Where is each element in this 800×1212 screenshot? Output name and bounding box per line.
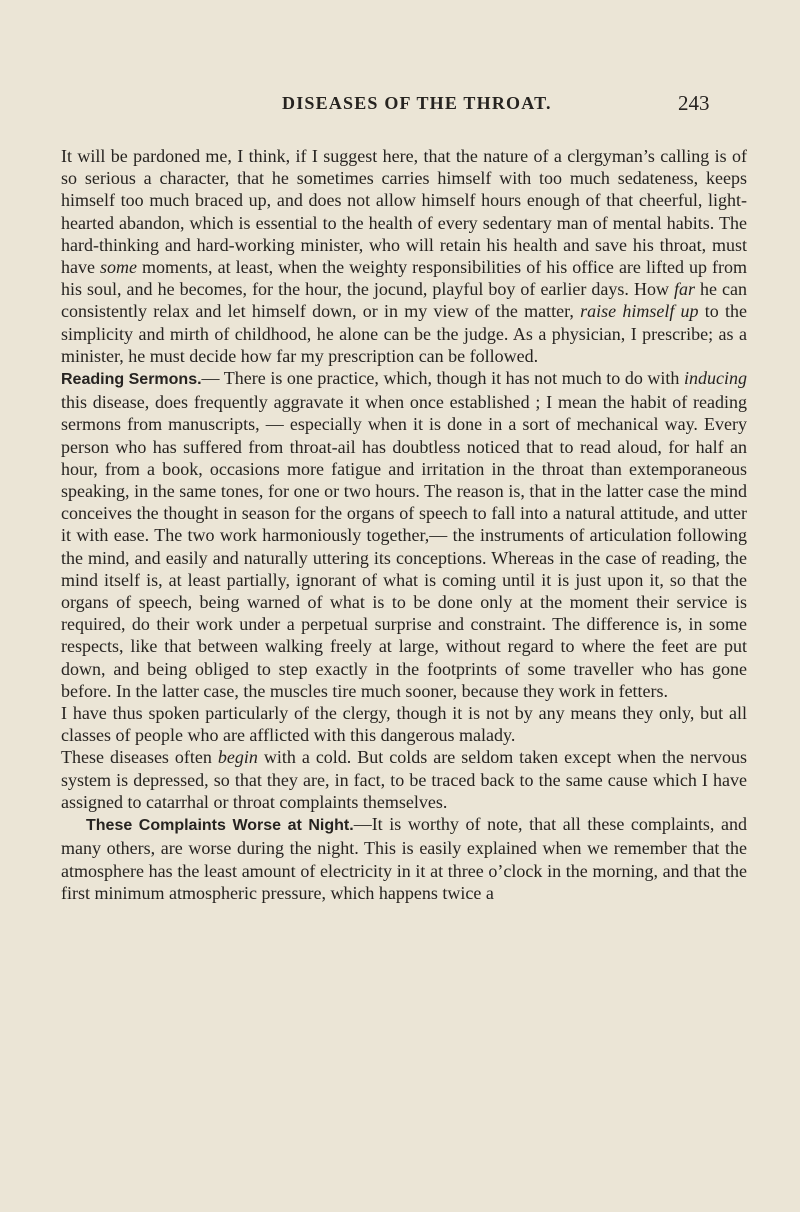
paragraph	[61, 367, 747, 702]
text-run: — There is one practice, which, though it has not much to do with	[201, 368, 684, 389]
running-title: DISEASES OF THE THROAT.	[282, 93, 552, 113]
paragraph	[61, 813, 747, 904]
emphasis-text: raise himself up	[580, 301, 699, 322]
text-run: with a cold. But colds are seldom taken except when the nervous system is depressed, so that they are, in fact, to be traced back to the same cause which I have assigned to catarrhal or throat complaints themselves.	[61, 747, 747, 812]
run-in-heading: Reading Sermons.	[61, 371, 202, 389]
emphasis-text: inducing	[684, 368, 747, 389]
paragraph	[61, 702, 747, 746]
text-run: he can consistently relax and let himself down, or in my view of the matter,	[61, 279, 747, 322]
paragraph	[61, 145, 747, 367]
page-number: 243	[678, 91, 710, 115]
body-text	[61, 145, 747, 904]
text-run: These diseases often	[61, 747, 218, 768]
page-header	[0, 93, 800, 123]
text-run: moments, at least, when the weighty responsibilities of his office are lifted up from his soul, and he becomes, for the hour, the jocund, playful boy of earlier days. How	[61, 257, 747, 300]
text-run: It will be pardoned me, I think, if I suggest here, that the nature of a clergyman’s calling is of so serious a character, that he sometimes carries himself with too much sedateness, keeps himself too much braced up, and does not allow himself hours enough of that cheerful, light-hearted abandon, which is essential to the health of every sedentary man of mental habits. The hard-thinking and hard-working minister, who will retain his health and save his throat, must have	[61, 146, 747, 278]
emphasis-text: far	[673, 279, 695, 300]
emphasis-text: some	[100, 257, 138, 278]
paragraph	[61, 746, 747, 813]
text-run: this disease, does frequently aggravate it when once established ; I mean the habit of reading sermons from manuscripts, — especially when it is done in a sort of mechanical way. Every person who has suffered from throat-ail has doubtless noticed that to read aloud, for half an hour, from a book, occasions more fatigue and irritation in the throat than extemporaneous speaking, in the same tones, for one or two hours. The reason is, that in the latter case the mind conceives the thought in season for the organs of speech to fall into a natural attitude, and utter it with ease. The two work harmoniously together,— the instruments of articulation following the mind, and easily and naturally uttering its conceptions. Whereas in the case of reading, the mind itself is, at least partially, ignorant of what is coming until it is just upon it, so that the organs of speech, being warned of what is to be done only at the moment their service is required, do their work under a perpetual surprise and constraint. The difference is, in some respects, like that between walking freely at large, without regard to where the feet are put down, and being obliged to step exactly in the footprints of some traveller who has gone before. In the latter case, the muscles tire much sooner, because they work in fetters.	[61, 392, 747, 701]
text-run: —It is worthy of note, that all these complaints, and many others, are worse during the night. This is easily explained when we remember that the atmosphere has the least amount of electricity in it at three o’clock in the morning, and that the first minimum atmospheric pressure, which happens twice a	[61, 814, 747, 903]
emphasis-text: begin	[217, 747, 258, 768]
text-run: to the simplicity and mirth of childhood, he alone can be the judge. As a physician, I prescribe; as a minister, he must decide how far my prescription can be followed.	[61, 301, 747, 366]
text-run: I have thus spoken particularly of the clergy, though it is not by any means they only, but all classes of people who are afflicted with this dangerous malady.	[61, 703, 747, 746]
run-in-heading: These Complaints Worse at Night.	[86, 817, 354, 835]
